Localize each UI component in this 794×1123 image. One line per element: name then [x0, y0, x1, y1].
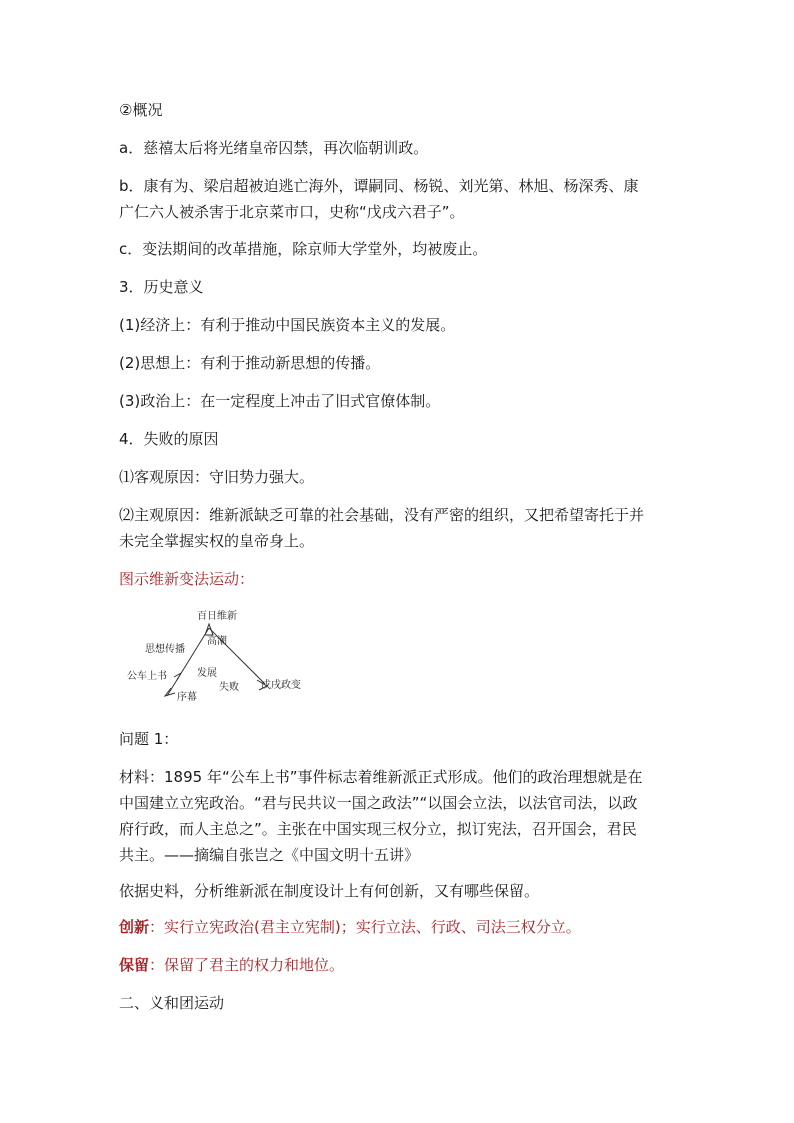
failure-subjective-line1: ⑵主观原因：维新派缺乏可靠的社会基础，没有严密的组织，又把希望寄托于并	[119, 506, 645, 524]
overview-item-a: a．慈禧太后将光绪皇帝囚禁，再次临朝训政。	[119, 139, 429, 157]
answer-retain-text: ：保留了君主的权力和地位。	[149, 956, 345, 974]
rise-line	[167, 628, 209, 696]
answer-innovation-label: 创新	[119, 918, 150, 936]
question-material-line2: 中国建立立宪政治。“君与民共议一国之政法”“以国会立法，以法官司法，以政	[119, 794, 638, 812]
label-fail: 失败	[219, 682, 239, 693]
label-coup: 戊戌政变	[261, 680, 301, 691]
significance-item-economy: (1)经济上：有利于推动中国民族资本主义的发展。	[119, 316, 456, 334]
diagram-caption: 图示维新变法运动：	[119, 570, 255, 588]
answer-innovation-text: ：实行立宪政治(君主立宪制)；实行立法、行政、司法三权分立。	[149, 918, 581, 936]
significance-item-thought: (2)思想上：有利于推动新思想的传播。	[119, 354, 381, 372]
overview-heading: ②概况	[119, 101, 163, 119]
answer-retain	[119, 956, 679, 975]
failure-heading: 4．失败的原因	[119, 430, 219, 448]
question-material-line1: 材料：1895 年“公车上书”事件标志着维新派正式形成。他们的政治理想就是在	[119, 768, 643, 786]
label-peak-event: 百日维新	[197, 611, 237, 622]
question-material-line4: 共主。——摘编自张岂之《中国文明十五讲》	[119, 846, 420, 864]
significance-heading: 3．历史意义	[119, 278, 204, 296]
answer-retain-label: 保留	[119, 956, 150, 974]
failure-subjective-line2: 未完全掌握实权的皇帝身上。	[119, 532, 315, 550]
label-thought: 思想传播	[145, 644, 185, 655]
reform-movement-diagram	[119, 608, 319, 708]
failure-objective: ⑴客观原因：守旧势力强大。	[119, 468, 315, 486]
thought-arrow-icon	[174, 673, 181, 680]
overview-item-b-line1: b．康有为、梁启超被迫逃亡海外，谭嗣同、杨锐、刘光第、林旭、杨深秀、康	[119, 177, 639, 195]
significance-item-politics: (3)政治上：在一定程度上冲击了旧式官僚体制。	[119, 392, 441, 410]
question-material-line3: 府行政，而人主总之”。主张在中国实现三权分立，拟订宪法，召开国会，君民	[119, 820, 637, 838]
question-title: 问题 1：	[119, 730, 179, 748]
overview-item-b-line2: 广仁六人被杀害于北京菜市口，史称“戊戌六君子”。	[119, 203, 465, 221]
answer-innovation	[119, 918, 679, 937]
question-prompt: 依据史料，分析维新派在制度设计上有何创新，又有哪些保留。	[119, 882, 540, 900]
label-peak: 高潮	[207, 636, 227, 647]
overview-item-c: c．变法期间的改革措施，除京师大学堂外，均被废止。	[119, 240, 488, 258]
label-prelude: 序幕	[177, 692, 197, 703]
label-petition: 公车上书	[127, 671, 167, 682]
label-develop: 发展	[197, 668, 217, 679]
next-section-heading: 二、义和团运动	[119, 994, 225, 1012]
